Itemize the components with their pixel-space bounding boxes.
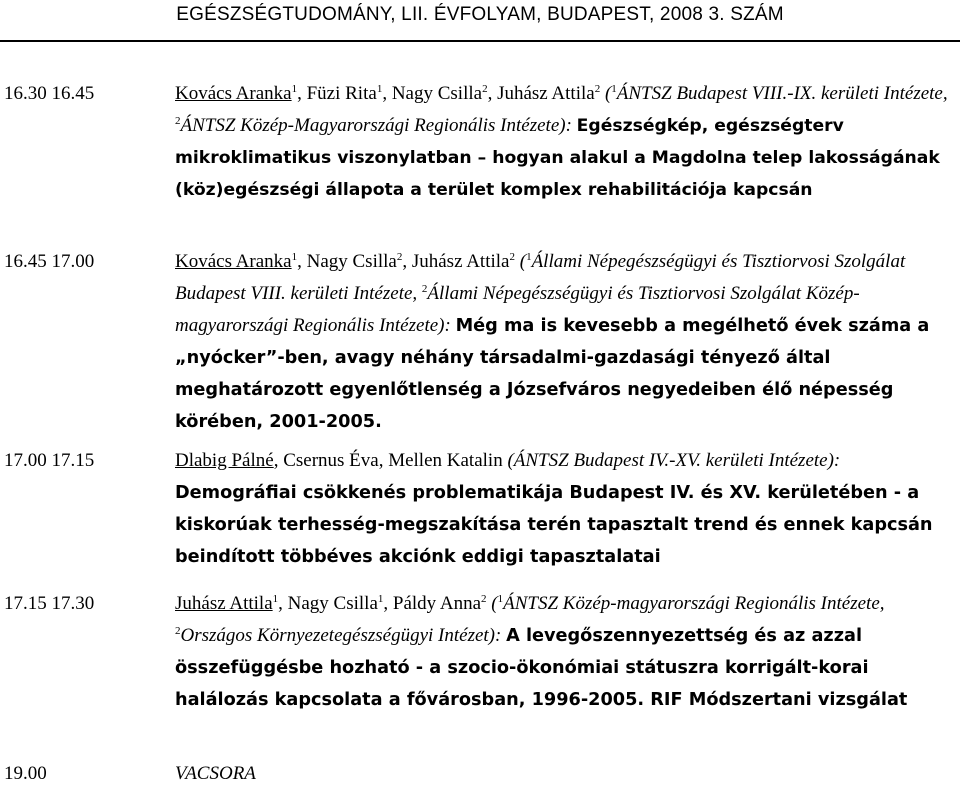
- talk-title: Demográfiai csökkenés problematikája Budapest IV. és XV. kerületében - a kiskorúak terhesség-megszakítása terén tapasztalt trend és ennek kapcsán beindított többéves akciónk eddigi tapasztalatai: [175, 483, 933, 567]
- author-list: , Juhász Attila: [487, 83, 595, 104]
- affiliation-mark: 2: [481, 593, 487, 605]
- journal-header: EGÉSZSÉGTUDOMÁNY, LII. ÉVFOLYAM, BUDAPEST, 2008 3. SZÁM: [176, 4, 784, 25]
- affiliation-mark: 2: [482, 83, 488, 95]
- dinner-label: VACSORA: [175, 763, 256, 784]
- institution: (ÁNTSZ Budapest IV.-XV. kerületi Intézete):: [507, 450, 841, 471]
- affiliation-mark: 1: [497, 593, 504, 605]
- affiliation-mark: 1: [377, 593, 384, 605]
- affiliation-mark: 1: [272, 593, 279, 605]
- entry-body: [175, 78, 955, 206]
- author-list: , Juhász Attila: [402, 251, 510, 272]
- author-list: , Nagy Csilla: [297, 251, 397, 272]
- affiliation-mark: 1: [291, 83, 298, 95]
- talk-title: A levegőszennyezettség és az azzal összefüggésbe hozható - a szocio-ökonómiai státuszra korrigált-korai halálozás kapcsolata a fővárosban, 1996-2005. RIF Módszertani vizsgálat: [175, 626, 908, 710]
- paren: (: [600, 83, 612, 104]
- affiliation-mark: 1: [291, 251, 298, 263]
- talk-title: Még ma is kevesebb a megélhető évek száma a „nyócker”-ben, avagy néhány társadalmi-gazdasági tényező által meghatározott egyenlőtlenség a Józsefváros negyedeiben élő népesség körében, 2001-2005.: [175, 316, 930, 432]
- entry-body: [175, 246, 955, 438]
- author-list: , Csernus Éva, Mellen Katalin: [273, 450, 508, 471]
- affiliation-mark: 2: [509, 251, 515, 263]
- entry-body: [175, 445, 955, 573]
- affiliation-mark: 2: [421, 283, 428, 295]
- first-author: Kovács Aranka: [175, 251, 292, 272]
- talk-title: Egészségkép, egészségterv mikroklimatikus viszonylatban – hogyan alakul a Magdolna telep lakosságának (köz)egészségi állapota a terület komplex rehabilitációja kapcsán: [175, 116, 940, 200]
- entry-body: [175, 588, 955, 716]
- affiliation-mark: 1: [611, 83, 617, 95]
- affiliation-mark: 1: [376, 83, 383, 95]
- time-slot: 17.15 17.30: [4, 593, 95, 614]
- institution: Állami Népegészségügyi és Tisztiorvosi Szolgálat Budapest VIII. kerületi Intézete,: [175, 251, 906, 304]
- institution: Állami Népegészségügyi és Tisztiorvosi Szolgálat Közép-magyarországi Regionális Intézete):: [175, 283, 860, 336]
- first-author: Dlabig Pálné: [175, 450, 274, 471]
- header-divider: [0, 40, 960, 42]
- affiliation-mark: 2: [175, 625, 181, 637]
- author-list: , Nagy Csilla: [382, 83, 483, 104]
- institution: ÁNTSZ Közép-magyarországi Regionális Intézete,: [503, 593, 885, 614]
- affiliation-mark: 2: [175, 115, 181, 127]
- author-list: , Füzi Rita: [297, 83, 377, 104]
- affiliation-mark: 1: [526, 251, 532, 263]
- affiliation-mark: 2: [594, 83, 601, 95]
- institution: ÁNTSZ Budapest VIII.-IX. kerületi Intézete,: [616, 83, 948, 104]
- paren: (: [515, 251, 527, 272]
- first-author: Kovács Aranka: [175, 83, 292, 104]
- affiliation-mark: 2: [396, 251, 403, 263]
- time-slot: 16.45 17.00: [4, 251, 95, 272]
- institution: ÁNTSZ Közép-Magyarországi Regionális Intézete):: [180, 115, 572, 136]
- time-slot: 19.00: [4, 763, 47, 784]
- entry-body: [175, 758, 955, 790]
- time-slot: 16.30 16.45: [4, 83, 95, 104]
- time-slot: 17.00 17.15: [4, 450, 95, 471]
- author-list: , Páldy Anna: [383, 593, 482, 614]
- first-author: Juhász Attila: [175, 593, 273, 614]
- institution: Országos Környezetegészségügyi Intézet):: [180, 625, 502, 646]
- author-list: , Nagy Csilla: [278, 593, 378, 614]
- paren: (: [486, 593, 498, 614]
